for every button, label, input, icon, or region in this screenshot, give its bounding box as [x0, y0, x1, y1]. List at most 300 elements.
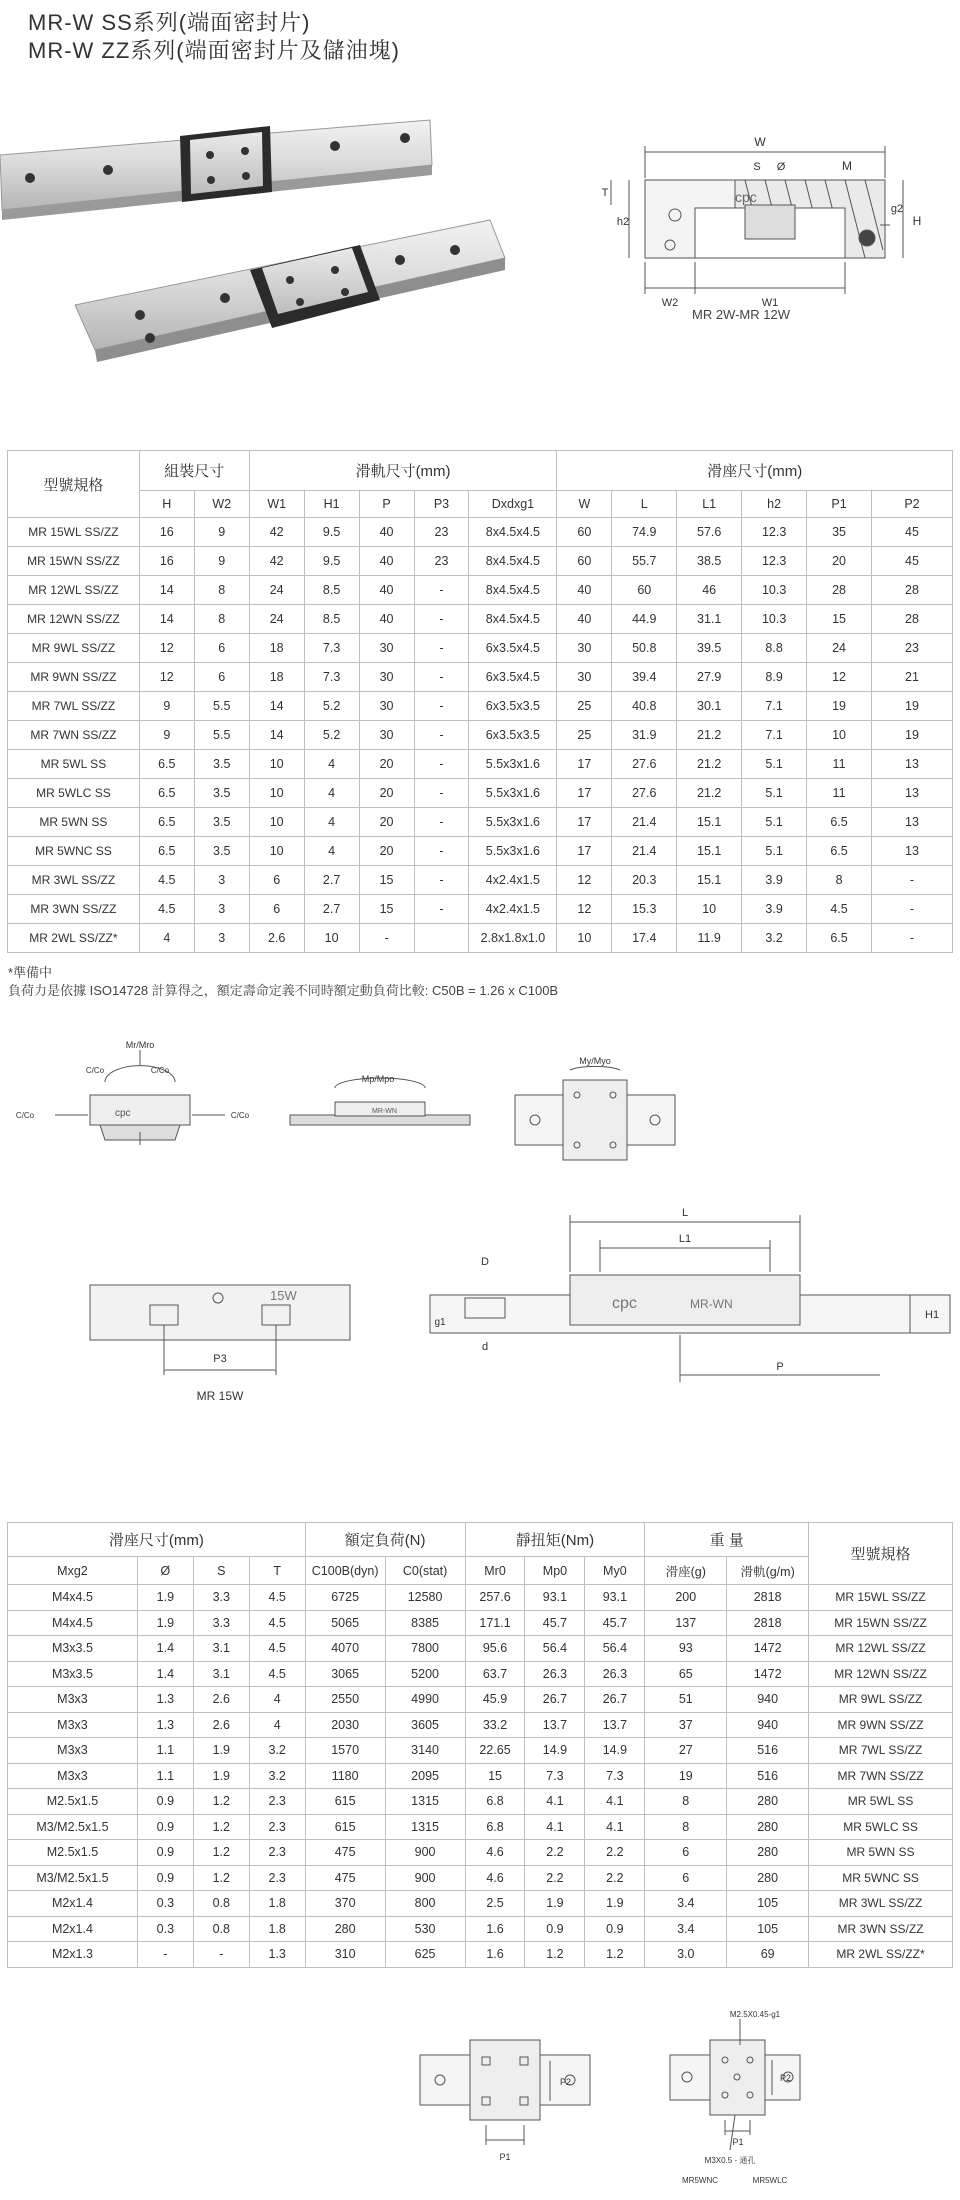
table-cell: 23 [414, 518, 469, 547]
table-cell: 1.2 [585, 1942, 645, 1968]
table-cell: M3x3 [8, 1687, 138, 1713]
table-cell: 14.9 [525, 1738, 585, 1764]
table-cell: 12 [557, 866, 612, 895]
table-cell: - [137, 1942, 193, 1968]
label-l1: L1 [678, 1233, 692, 1245]
table-cell: M2x1.3 [8, 1942, 138, 1968]
table-cell: 280 [305, 1916, 385, 1942]
column-header-cell: Mp0 [525, 1557, 585, 1585]
table-cell: - [414, 750, 469, 779]
table-cell: 530 [385, 1916, 465, 1942]
table-cell: 27.6 [612, 779, 677, 808]
table-cell: 30 [359, 692, 414, 721]
table-cell: 19 [807, 692, 872, 721]
table-cell: 6.5 [807, 808, 872, 837]
table-cell: 4.5 [249, 1661, 305, 1687]
table-cell: 3.9 [742, 895, 807, 924]
table-cell: 7.3 [585, 1763, 645, 1789]
table-row [8, 1916, 953, 1942]
table-cell: 3605 [385, 1712, 465, 1738]
table-cell: 1.2 [193, 1789, 249, 1815]
model-cell: MR 7WL SS/ZZ [809, 1738, 953, 1764]
table-cell: 10.3 [742, 576, 807, 605]
table-cell: 615 [305, 1789, 385, 1815]
model-cell: MR 5WNC SS [8, 837, 140, 866]
table-cell: 5.5 [194, 692, 249, 721]
table-cell: 20.3 [612, 866, 677, 895]
table-cell: 24 [807, 634, 872, 663]
table-cell: 3.3 [193, 1610, 249, 1636]
table-cell: 24 [249, 605, 304, 634]
model-cell: MR 7WN SS/ZZ [809, 1763, 953, 1789]
table-cell: 12 [807, 663, 872, 692]
header-model: 型號規格 [8, 451, 140, 518]
table-cell: 8 [194, 605, 249, 634]
label-p2-a: P2 [560, 2077, 572, 2087]
table-cell: - [414, 605, 469, 634]
title-line-1: MR-W SS系列(端面密封片) [28, 10, 311, 35]
table-cell: 7.1 [742, 692, 807, 721]
table-cell: 6.8 [465, 1814, 525, 1840]
model-cell: MR 5WL SS [809, 1789, 953, 1815]
model-cell: MR 12WN SS/ZZ [8, 605, 140, 634]
table-cell: 20 [359, 808, 414, 837]
column-header-cell: L [612, 491, 677, 518]
table-cell: 5065 [305, 1610, 385, 1636]
table-row [8, 866, 953, 895]
model-cell: MR 9WN SS/ZZ [8, 663, 140, 692]
table-cell: 8.5 [304, 605, 359, 634]
table-cell: 6725 [305, 1585, 385, 1611]
table-cell: 6x3.5x4.5 [469, 634, 557, 663]
table-cell: 2550 [305, 1687, 385, 1713]
label-through-hole: M3X0.5 - 通孔 [704, 2156, 756, 2165]
label-c-3: C/Co [15, 1111, 35, 1120]
table-row [8, 1636, 953, 1662]
table-cell: 3.0 [645, 1942, 727, 1968]
table-cell: 14 [139, 576, 194, 605]
table-cell: 13.7 [525, 1712, 585, 1738]
label-p1-b: P1 [732, 2137, 744, 2147]
table-cell: 17 [557, 750, 612, 779]
table-cell: 0.9 [137, 1814, 193, 1840]
label-mp: Mp/Mpo [361, 1074, 395, 1084]
table-cell: 21.4 [612, 837, 677, 866]
table-cell: 7.3 [304, 663, 359, 692]
table-cell: 7.3 [304, 634, 359, 663]
table-cell: 57.6 [677, 518, 742, 547]
table-cell: 0.8 [193, 1916, 249, 1942]
table-cell: 7.3 [525, 1763, 585, 1789]
table-cell: 26.7 [585, 1687, 645, 1713]
model-cell: MR 12WL SS/ZZ [809, 1636, 953, 1662]
table-cell: 3 [194, 895, 249, 924]
header-assembly: 組裝尺寸 [139, 451, 249, 491]
column-header-cell: h2 [742, 491, 807, 518]
label-mr: Mr/Mro [125, 1040, 155, 1050]
table-cell: 19 [872, 721, 953, 750]
table-cell: - [359, 924, 414, 953]
table-cell: 105 [727, 1916, 809, 1942]
table-cell: 8x4.5x4.5 [469, 518, 557, 547]
table-cell: 12.3 [742, 547, 807, 576]
table-cell: 3 [194, 924, 249, 953]
dim-label-h: H [912, 214, 922, 228]
table-cell: 2.2 [585, 1865, 645, 1891]
table-cell: 5.1 [742, 837, 807, 866]
table-cell: 475 [305, 1840, 385, 1866]
table-cell: 15 [359, 895, 414, 924]
table-row [8, 808, 953, 837]
table-cell: - [872, 895, 953, 924]
table-row [8, 779, 953, 808]
dim-label-w2: W2 [661, 297, 679, 309]
table-cell: 6x3.5x3.5 [469, 692, 557, 721]
table-cell: M3x3 [8, 1738, 138, 1764]
model-cell: MR 7WN SS/ZZ [8, 721, 140, 750]
table-cell: - [414, 837, 469, 866]
table-cell: 3.5 [194, 750, 249, 779]
table-cell: 6 [645, 1840, 727, 1866]
table-cell: 93.1 [585, 1585, 645, 1611]
column-header-cell: H [139, 491, 194, 518]
table-cell: 3.2 [249, 1738, 305, 1764]
table-cell: M2x1.4 [8, 1916, 138, 1942]
model-cell: MR 12WN SS/ZZ [809, 1661, 953, 1687]
table-cell: 3.5 [194, 808, 249, 837]
table-cell: 5.2 [304, 721, 359, 750]
brand-logo-text: cpc [735, 189, 757, 205]
table-cell: 900 [385, 1865, 465, 1891]
table-cell: 2.2 [585, 1840, 645, 1866]
table-cell: 35 [807, 518, 872, 547]
table-cell: 5.1 [742, 750, 807, 779]
table-cell: 39.4 [612, 663, 677, 692]
model-cell: MR 3WL SS/ZZ [8, 866, 140, 895]
table-cell: 15.3 [612, 895, 677, 924]
table-cell: 2.2 [525, 1865, 585, 1891]
table-cell: 40 [359, 518, 414, 547]
table-cell: - [193, 1942, 249, 1968]
table-cell: 3.4 [645, 1891, 727, 1917]
table-cell: 4.5 [807, 895, 872, 924]
label-cpc-2: cpc [612, 1295, 637, 1312]
column-header-cell: L1 [677, 491, 742, 518]
table-cell: 13 [872, 837, 953, 866]
table-cell: 4 [249, 1687, 305, 1713]
table-cell: - [414, 576, 469, 605]
table-cell: 2.2 [525, 1840, 585, 1866]
table-cell: 8 [645, 1789, 727, 1815]
table-cell: 1.8 [249, 1916, 305, 1942]
table-row [8, 1763, 953, 1789]
column-header-cell: 滑座(g) [645, 1557, 727, 1585]
table-cell: 5.5x3x1.6 [469, 750, 557, 779]
header-rail: 滑軌尺寸(mm) [249, 451, 557, 491]
model-cell: MR 3WN SS/ZZ [809, 1916, 953, 1942]
table-row [8, 1942, 953, 1968]
table-cell: 3.5 [194, 837, 249, 866]
table-cell: 10 [249, 779, 304, 808]
table-cell: 18 [249, 663, 304, 692]
table-cell: 31.1 [677, 605, 742, 634]
table-cell: 1.9 [525, 1891, 585, 1917]
table-cell: 4.1 [585, 1814, 645, 1840]
table-cell: 23 [872, 634, 953, 663]
model-cell: MR 12WL SS/ZZ [8, 576, 140, 605]
table-cell: 21.2 [677, 750, 742, 779]
table-cell: 1.9 [137, 1585, 193, 1611]
table-cell: 8 [645, 1814, 727, 1840]
table-cell: 105 [727, 1891, 809, 1917]
table-cell: - [414, 779, 469, 808]
table-cell: M3x3.5 [8, 1636, 138, 1662]
table-cell: 4070 [305, 1636, 385, 1662]
table-cell: 1.1 [137, 1738, 193, 1764]
table-cell: 4x2.4x1.5 [469, 895, 557, 924]
table-cell: 11 [807, 750, 872, 779]
model-cell: MR 5WNC SS [809, 1865, 953, 1891]
table-cell: 7.1 [742, 721, 807, 750]
hole-pattern-diagrams [400, 2005, 820, 2195]
table-cell: 15 [465, 1763, 525, 1789]
table-cell: - [414, 663, 469, 692]
table-cell: 63.7 [465, 1661, 525, 1687]
table-cell: 2.7 [304, 866, 359, 895]
table-cell: 20 [359, 779, 414, 808]
model-cell: MR 2WL SS/ZZ* [809, 1942, 953, 1968]
label-15w: 15W [270, 1288, 297, 1303]
table-row [8, 634, 953, 663]
table-row [8, 750, 953, 779]
table-cell: 310 [305, 1942, 385, 1968]
table-cell: M2x1.4 [8, 1891, 138, 1917]
note-load-basis: 負荷力是依據 ISO14728 計算得之，額定壽命定義不同時額定動負荷比較: C50B = 1.26 x C100B [8, 983, 559, 998]
table-cell: 30 [359, 721, 414, 750]
table-cell: 6.5 [139, 750, 194, 779]
table-cell: 25 [557, 692, 612, 721]
label-cpc-1: cpc [115, 1108, 131, 1119]
table-cell: 15.1 [677, 808, 742, 837]
table-cell: 4x2.4x1.5 [469, 866, 557, 895]
table-cell: 74.9 [612, 518, 677, 547]
table-cell: 4990 [385, 1687, 465, 1713]
table-cell: 9 [139, 721, 194, 750]
column-header-cell: C0(stat) [385, 1557, 465, 1585]
table-cell: 6.5 [807, 924, 872, 953]
table-cell: M3/M2.5x1.5 [8, 1865, 138, 1891]
header-block: 滑座尺寸(mm) [557, 451, 953, 491]
table-cell: 1.2 [193, 1814, 249, 1840]
table-cell: - [414, 692, 469, 721]
table-cell: 31.9 [612, 721, 677, 750]
dim-label-w1: W1 [761, 297, 779, 309]
column-header-cell: H1 [304, 491, 359, 518]
label-mr5wnc: MR5WNC [682, 2176, 718, 2185]
table-cell: 12.3 [742, 518, 807, 547]
table-cell: 21.2 [677, 779, 742, 808]
table-cell: 56.4 [585, 1636, 645, 1662]
table-cell: 11.9 [677, 924, 742, 953]
table-cell: 2.6 [193, 1687, 249, 1713]
table-cell: 24 [249, 576, 304, 605]
table-cell: 4.1 [525, 1789, 585, 1815]
table-cell: M3x3.5 [8, 1661, 138, 1687]
table-cell: 37 [645, 1712, 727, 1738]
label-d-upper: D [481, 1256, 489, 1268]
table-cell: 40.8 [612, 692, 677, 721]
table-cell: 14 [249, 721, 304, 750]
table-cell: 5.5x3x1.6 [469, 837, 557, 866]
table-cell: 40 [557, 605, 612, 634]
table-cell: 2.3 [249, 1789, 305, 1815]
table-cell: 6 [249, 866, 304, 895]
header-block-2: 滑座尺寸(mm) [8, 1523, 306, 1557]
table-cell: 4 [304, 808, 359, 837]
table-cell: 6 [194, 663, 249, 692]
table-cell: M3x3 [8, 1763, 138, 1789]
table-cell: 40 [359, 576, 414, 605]
table-cell: 45.7 [585, 1610, 645, 1636]
table-cell: 9 [194, 547, 249, 576]
table-cell: 0.3 [137, 1916, 193, 1942]
label-p1-a: P1 [499, 2152, 511, 2162]
table-cell: 15.1 [677, 837, 742, 866]
table-cell: 370 [305, 1891, 385, 1917]
table-cell: 17 [557, 837, 612, 866]
model-cell: MR 5WLC SS [8, 779, 140, 808]
table-cell: 4.6 [465, 1840, 525, 1866]
table-cell: 8x4.5x4.5 [469, 605, 557, 634]
table-cell: 0.9 [525, 1916, 585, 1942]
column-header-cell: Ø [137, 1557, 193, 1585]
table-cell: 6.8 [465, 1789, 525, 1815]
table-cell: 6 [194, 634, 249, 663]
table-cell: 280 [727, 1789, 809, 1815]
table-cell: 40 [359, 605, 414, 634]
table-cell: 4.5 [249, 1585, 305, 1611]
table-cell: 45.7 [525, 1610, 585, 1636]
table-cell: 5.5x3x1.6 [469, 779, 557, 808]
table-cell: 6.5 [139, 837, 194, 866]
table-cell: - [414, 866, 469, 895]
model-cell: MR 15WL SS/ZZ [809, 1585, 953, 1611]
table-cell: 4.5 [249, 1636, 305, 1662]
table-cell: 280 [727, 1814, 809, 1840]
table-cell: 1.2 [193, 1840, 249, 1866]
diagram-caption: MR 2W-MR 12W [692, 307, 790, 322]
table-cell: 4.1 [525, 1814, 585, 1840]
table-cell: 6x3.5x3.5 [469, 721, 557, 750]
table-row [8, 1585, 953, 1611]
table-cell: 60 [557, 547, 612, 576]
table-cell: 21 [872, 663, 953, 692]
table-cell: 4 [249, 1712, 305, 1738]
table-cell: 16 [139, 547, 194, 576]
table-cell: 26.7 [525, 1687, 585, 1713]
table-cell: 8.5 [304, 576, 359, 605]
table-cell: 15.1 [677, 866, 742, 895]
table-cell: 15 [807, 605, 872, 634]
table-cell: 200 [645, 1585, 727, 1611]
table-row [8, 1789, 953, 1815]
table-cell: - [414, 808, 469, 837]
table-cell: 940 [727, 1687, 809, 1713]
table-cell: 1.3 [137, 1712, 193, 1738]
label-mrwn-1: MR-WN [372, 1108, 397, 1115]
table-cell: 1.1 [137, 1763, 193, 1789]
table-cell: 56.4 [525, 1636, 585, 1662]
table-cell: 1.2 [193, 1865, 249, 1891]
table-cell: 44.9 [612, 605, 677, 634]
table-cell: 13.7 [585, 1712, 645, 1738]
table-cell: 38.5 [677, 547, 742, 576]
table-cell: 1.9 [193, 1738, 249, 1764]
table-cell: 27.9 [677, 663, 742, 692]
table-cell: 2.6 [249, 924, 304, 953]
label-mr5wlc: MR5WLC [752, 2176, 788, 2185]
model-cell: MR 5WLC SS [809, 1814, 953, 1840]
column-header-cell: S [193, 1557, 249, 1585]
table-cell: 17 [557, 808, 612, 837]
table-row [8, 1891, 953, 1917]
table-cell: 25 [557, 721, 612, 750]
table-cell: 39.5 [677, 634, 742, 663]
table-cell: 8385 [385, 1610, 465, 1636]
table-cell: 1.6 [465, 1942, 525, 1968]
table-cell: 1.3 [137, 1687, 193, 1713]
table-cell: - [414, 895, 469, 924]
table-cell: 13 [872, 808, 953, 837]
table-cell: 18 [249, 634, 304, 663]
table-cell: 475 [305, 1865, 385, 1891]
table-cell: 20 [807, 547, 872, 576]
table-cell: 3.1 [193, 1661, 249, 1687]
table-cell: 10 [249, 750, 304, 779]
column-header-cell: T [249, 1557, 305, 1585]
header-weight: 重 量 [645, 1523, 809, 1557]
table-cell: 4.1 [585, 1789, 645, 1815]
table-cell: 3.1 [193, 1636, 249, 1662]
table-cell: 10.3 [742, 605, 807, 634]
table-row [8, 1610, 953, 1636]
column-header-cell: 滑軌(g/m) [727, 1557, 809, 1585]
table-cell: 4 [304, 779, 359, 808]
table-row [8, 1661, 953, 1687]
table-cell: 19 [645, 1763, 727, 1789]
label-my: My/Myo [579, 1056, 611, 1066]
column-header-row [8, 491, 953, 518]
table-cell: 45.9 [465, 1687, 525, 1713]
table-cell: 12580 [385, 1585, 465, 1611]
table-cell: 14.9 [585, 1738, 645, 1764]
header-torque: 靜扭矩(Nm) [465, 1523, 645, 1557]
table-cell: 3140 [385, 1738, 465, 1764]
table-cell: 3.4 [645, 1916, 727, 1942]
table-cell: 0.8 [193, 1891, 249, 1917]
table-cell: 9 [139, 692, 194, 721]
label-p: P [776, 1361, 784, 1373]
table-cell: 1.2 [525, 1942, 585, 1968]
dim-label-g2: g2 [890, 203, 904, 215]
table-cell: 5.5 [194, 721, 249, 750]
table-cell: 2.3 [249, 1814, 305, 1840]
table-cell: 257.6 [465, 1585, 525, 1611]
table-cell: 171.1 [465, 1610, 525, 1636]
column-header-cell: W2 [194, 491, 249, 518]
table-cell: 12 [139, 634, 194, 663]
dimension-diagrams [0, 1040, 960, 1440]
